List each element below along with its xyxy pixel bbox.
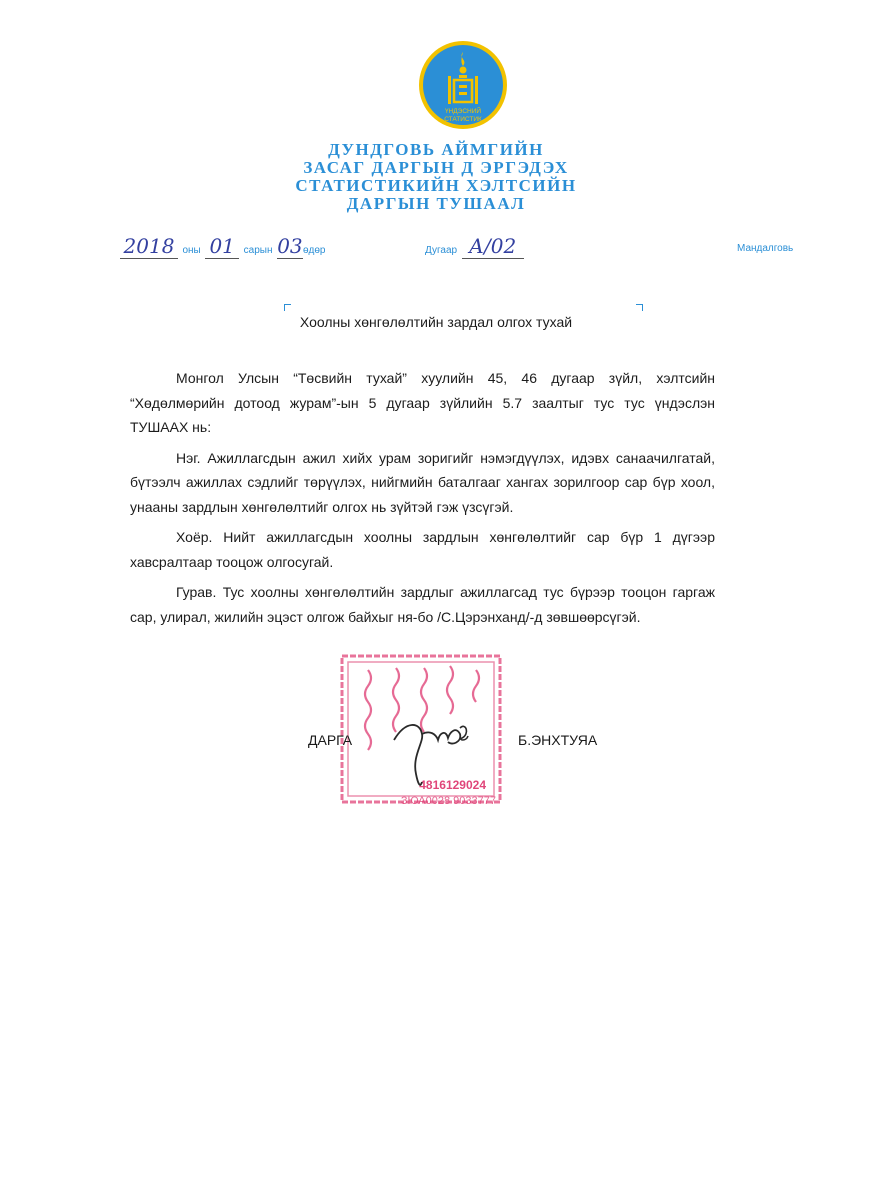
order-number xyxy=(425,234,524,259)
date-day-label: өдөр xyxy=(302,245,326,256)
body-intro: Монгол Улсын “Төсвийн тухай” хуулийн 45, 46 дугаар зүйл, хэлтсийн “Хөдөлмөрийн дотоод журам”-ын 5 дугаар зүйлийн 5.7 заалтыг тус тус үндэслэн ТУШААХ нь: xyxy=(130,370,715,435)
date-year-label: оны xyxy=(182,245,201,256)
subject-corner-right xyxy=(636,304,643,311)
header-line-1: ДУНДГОВЬ АЙМГИЙН xyxy=(328,140,544,159)
date-year: 2018 xyxy=(120,234,178,259)
header-line-2: ЗАСАГ ДАРГЫН Д ЭРГЭДЭХ xyxy=(303,158,569,177)
order-body xyxy=(130,366,715,629)
header-line-3: СТАТИСТИКИЙН ХЭЛТСИЙН xyxy=(295,176,577,195)
stamp-number-2: ЗЮА0028 9033777 xyxy=(400,795,496,807)
date-month-label: сарын xyxy=(243,245,273,256)
place-name: Мандалговь xyxy=(737,243,794,254)
body-item-1: Нэг. Ажиллагсдын ажил хийх урам зоригийг нэмэгдүүлэх, идэвх санаачилгатай, бүтээлч ажиллах сэдлийг төрүүлэх, нийгмийн баталгааг хангах зорилгоор сар бүр хоол, унааны зардлын хөнгөлөлтийг олгох нь зүйтэй гэж үзсүгэй. xyxy=(130,449,715,515)
date-day: 03 xyxy=(277,234,303,258)
order-number-label: Дугаар xyxy=(425,245,458,256)
stamp-number-1: 4816129024 xyxy=(419,778,486,792)
body-item-2: Хоёр. Нийт ажиллагсдын хоолны зардлын хөнгөлөлтийг сар бүр 1 дүгээр хавсралтаар тооцож олгосугай. xyxy=(130,529,715,570)
handwritten-signature xyxy=(386,712,476,792)
date-month: 01 xyxy=(205,234,239,259)
header-line-4: ДАРГЫН ТУШААЛ xyxy=(346,194,526,213)
logo-caption-line2: СТАТИСТИК xyxy=(444,116,482,123)
logo-caption-line1: ҮНДЭСНИЙ xyxy=(444,108,482,115)
body-item-3: Гурав. Тус хоолны хөнгөлөлтийн зардлыг ажиллагсад тус бүрээр тооцон гаргаж сар, улирал, жилийн эцэст олгож байхыг ня-бо /С.Цэрэнханд/-д зөвшөөрсүгэй. xyxy=(130,584,715,625)
signatory-title: ДАРГА xyxy=(308,732,353,748)
order-subject: Хоолны хөнгөлөлтийн зардал олгох тухай xyxy=(299,314,573,330)
subject-corner-left xyxy=(284,304,291,311)
statistics-emblem-logo xyxy=(418,40,508,130)
date-row xyxy=(120,234,325,259)
signatory-name: Б.ЭНХТУЯА xyxy=(518,732,598,748)
order-number-value: А/02 xyxy=(462,234,524,259)
